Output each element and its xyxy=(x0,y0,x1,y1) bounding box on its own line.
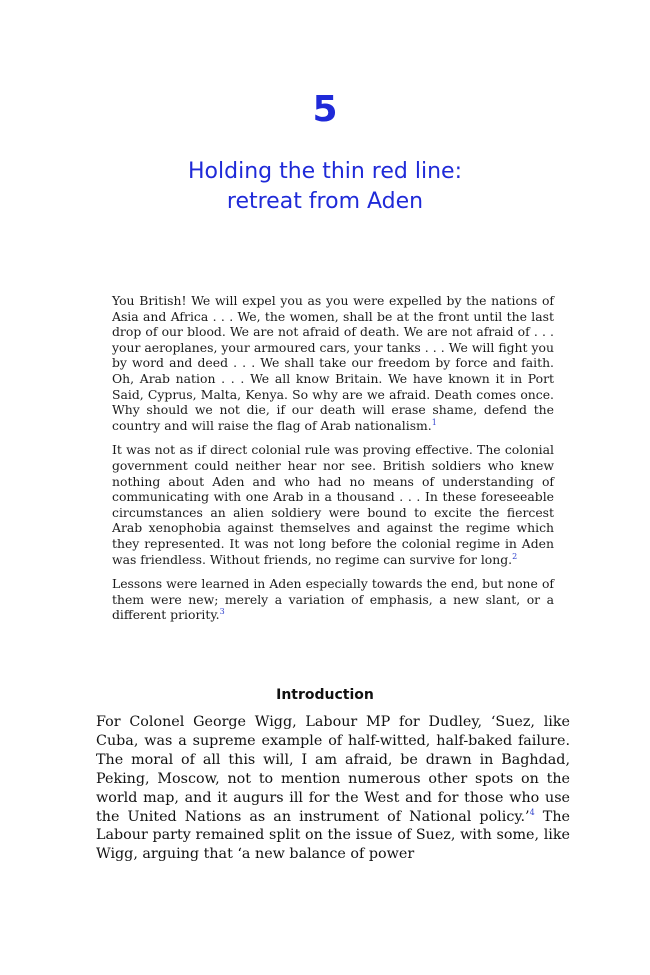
footnote-ref[interactable]: 1 xyxy=(431,417,437,427)
chapter-title-line-2: retreat from Aden xyxy=(226,189,424,214)
body-paragraph xyxy=(96,713,570,864)
section-heading: Introduction xyxy=(276,687,374,703)
footnote-ref[interactable]: 4 xyxy=(529,807,535,817)
footnote-ref[interactable]: 2 xyxy=(512,551,518,561)
chapter-title-line-1: Holding the thin red line: xyxy=(188,159,462,184)
body-text-part-2: The Labour party remained split on the issue of Suez, with some, like Wigg, arguing that ‘a new balance of power xyxy=(96,808,570,863)
body-text-part-1: For Colonel George Wigg, Labour MP for Dudley, ‘Suez, like Cuba, was a supreme example of half-witted, half-baked failure. The moral of all this will, I am afraid, be drawn in Baghdad, Peking, Moscow, not to mention numerous other spots on the world map, and it augurs ill for the West and for those who use the United Nations as an instrument of National policy.’ xyxy=(96,714,570,825)
chapter-title xyxy=(0,157,650,217)
epigraph xyxy=(112,576,554,623)
epigraph xyxy=(112,293,554,433)
chapter-number: 5 xyxy=(312,89,338,130)
epigraph-text: It was not as if direct colonial rule was proving effective. The colonial government could neither hear nor see. British soldiers who knew nothing about Aden and who had no means of understanding of communicating with one Arab in a thousand . . . In these foreseeable circumstances an alien soldiery were bound to excite the fiercest Arab xenophobia against themselves and against the regime which they represented. It was not long before the colonial regime in Aden was friendless. Without friends, no regime can survive for long. xyxy=(112,442,554,567)
epigraph-text: Lessons were learned in Aden especially towards the end, but none of them were new; merely a variation of emphasis, a new slant, or a different priority. xyxy=(112,576,554,623)
footnote-ref[interactable]: 3 xyxy=(219,607,225,617)
epigraph-block xyxy=(112,293,554,632)
epigraph xyxy=(112,442,554,567)
epigraph-text: You British! We will expel you as you were expelled by the nations of Asia and Africa . . . We, the women, shall be at the front until the last drop of our blood. We are not afraid of death. We are not afraid of . . . your aeroplanes, your armoured cars, your tanks . . . We will fight you by word and deed . . . We shall take our freedom by force and faith. Oh, Arab nation . . . We all know Britain. We have known it in Port Said, Cyprus, Malta, Kenya. So why are we afraid. Death comes once. Why should we not die, if our death will erase shame, defend the country and will raise the flag of Arab nationalism. xyxy=(112,293,554,433)
